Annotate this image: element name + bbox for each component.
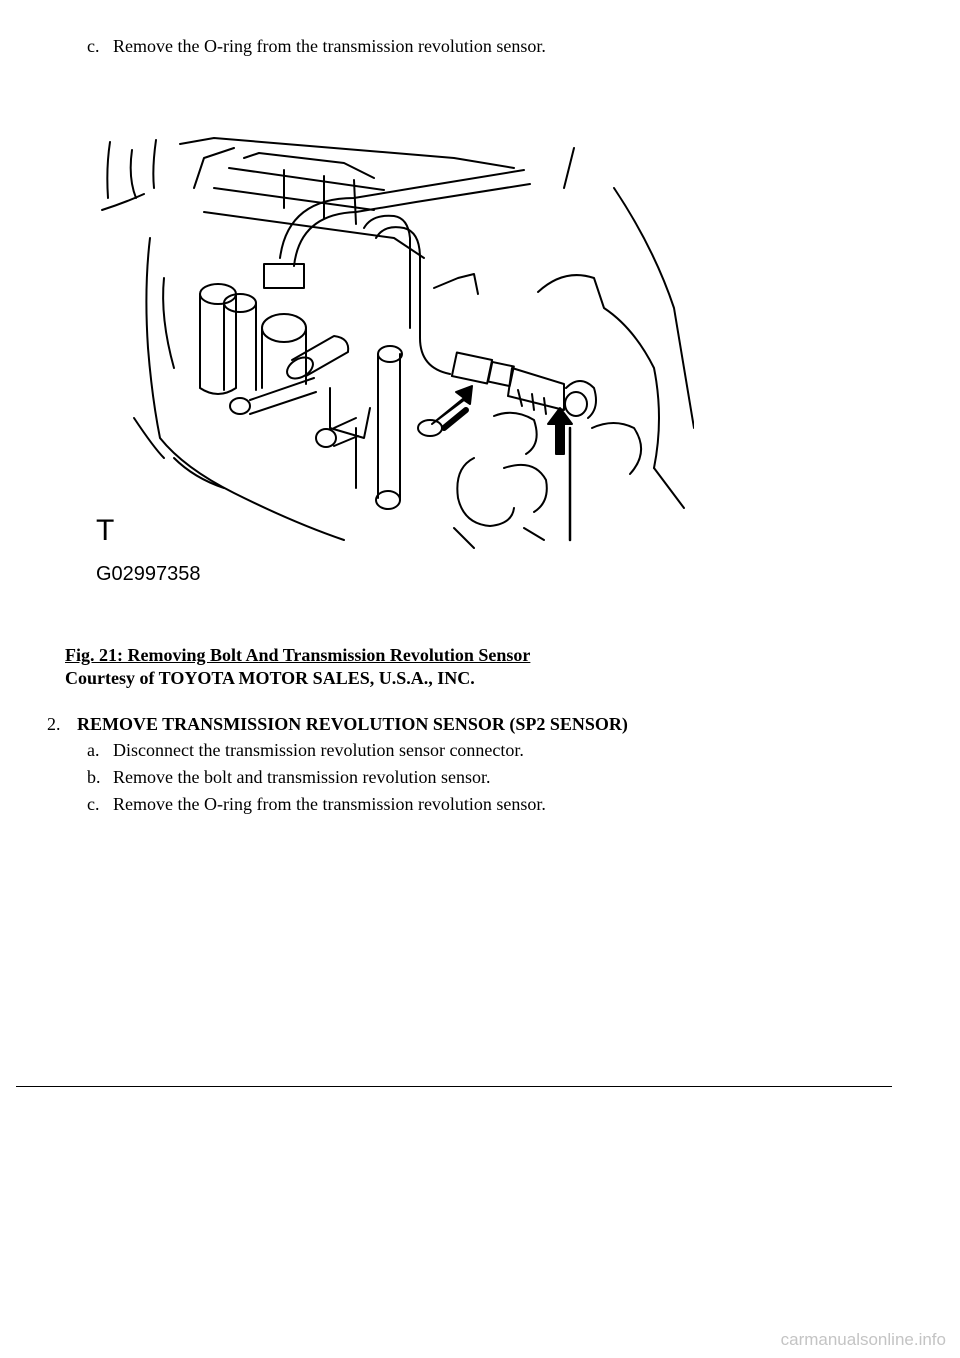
substep-text: Disconnect the transmission revolution sensor connector. [113, 740, 524, 760]
figure-caption: Fig. 21: Removing Bolt And Transmission Revolution Sensor [65, 645, 531, 665]
substep-marker: a. [87, 740, 100, 760]
substep-b [87, 766, 490, 788]
line-drawing [94, 128, 694, 588]
step-2-heading [47, 713, 628, 735]
step-text: Remove the O-ring from the transmission revolution sensor. [113, 36, 546, 56]
substep-a [87, 739, 524, 761]
step-c-top [87, 35, 546, 57]
substep-c [87, 793, 546, 815]
figure-code: G02997358 [96, 563, 201, 585]
figure-corner-letter: T [96, 514, 115, 547]
substep-marker: c. [87, 794, 100, 814]
substep-marker: b. [87, 767, 101, 787]
horizontal-rule [16, 1086, 892, 1087]
step-number: 2. [47, 714, 61, 734]
figure-transmission-sensor [94, 128, 694, 588]
figure-courtesy: Courtesy of TOYOTA MOTOR SALES, U.S.A., INC. [65, 668, 475, 688]
substep-text: Remove the bolt and transmission revolution sensor. [113, 767, 491, 787]
step-marker: c. [87, 36, 100, 56]
watermark: carmanualsonline.info [780, 1330, 946, 1349]
substep-text: Remove the O-ring from the transmission revolution sensor. [113, 794, 546, 814]
step-title: REMOVE TRANSMISSION REVOLUTION SENSOR (SP2 SENSOR) [77, 714, 628, 734]
